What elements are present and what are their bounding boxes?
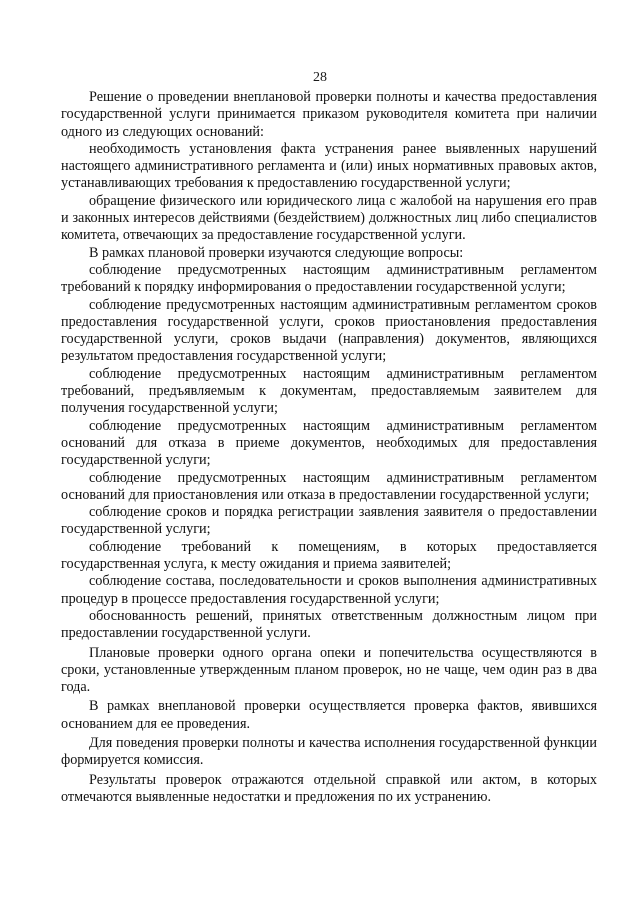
document-body [61, 89, 597, 806]
page-number: 28 [313, 70, 327, 85]
paragraph-question-premises: соблюдение требований к помещениям, в которых предоставляется государственная услуга, к месту ожидания и приема заявителей; [61, 538, 597, 573]
paragraph-question-informing: соблюдение предусмотренных настоящим административным регламентом требований к порядку информирования о предоставлении государственной услуги; [61, 261, 597, 296]
paragraph-scheduled-inspection-questions: В рамках плановой проверки изучаются следующие вопросы: [89, 244, 464, 261]
paragraph-question-procedures: соблюдение состава, последовательности и сроков выполнения административных процедур в процессе предоставления государственной услуги; [61, 573, 597, 607]
paragraph-unscheduled-inspection-decision: Решение о проведении внеплановой проверки полноты и качества предоставления государственной услуги принимается приказом руководителя комитета при наличии одного из следующих оснований: [61, 89, 597, 140]
paragraph-inspection-results: Результаты проверок отражаются отдельной справкой или актом, в которых отмечаются выявленные недостатки и предложения по их устранению. [61, 771, 597, 805]
paragraph-ground-violation-elimination: необходимость установления факта устранения ранее выявленных нарушений настоящего административного регламента и (или) иных нормативных правовых актов, устанавливающих требования к предоставлению государственной услуги; [61, 140, 597, 192]
paragraph-ground-complaint: обращение физического или юридического лица с жалобой на нарушения его прав и законных интересов действиями (бездействием) должностных лиц либо специалистов комитета, отвечающих за предоставление государственной услуги. [61, 192, 597, 244]
paragraph-scheduled-inspection-frequency: Плановые проверки одного органа опеки и попечительства осуществляются в сроки, установленные утвержденным планом проверок, но не чаще, чем один раз в два года. [61, 644, 597, 696]
paragraph-question-refusal-grounds: соблюдение предусмотренных настоящим административным регламентом оснований для отказа в приеме документов, необходимых для предоставления государственной услуги; [61, 417, 597, 469]
paragraph-question-decision-validity: обоснованность решений, принятых ответственным должностным лицом при предоставлении государственной услуги. [61, 607, 597, 642]
paragraph-unscheduled-inspection-scope: В рамках внеплановой проверки осуществляется проверка фактов, явившихся основанием для ее проведения. [61, 698, 597, 732]
paragraph-commission: Для поведения проверки полноты и качества исполнения государственной функции формируется комиссия. [61, 734, 597, 769]
paragraph-question-document-requirements: соблюдение предусмотренных настоящим административным регламентом требований, предъявляемым к документам, предоставляемым заявителем для получения государственной услуги; [61, 365, 597, 417]
paragraph-question-registration: соблюдение сроков и порядка регистрации заявления заявителя о предоставлении государственной услуги; [61, 504, 597, 538]
paragraph-question-deadlines: соблюдение предусмотренных настоящим административным регламентом сроков предоставления государственной услуги, сроков приостановления предоставления государственной услуги, сроков выдачи (направления) документов, являющихся результатом предоставления государственной услуги; [61, 296, 597, 365]
paragraph-question-suspension-grounds: соблюдение предусмотренных настоящим административным регламентом оснований для приостановления или отказа в предоставлении государственной услуги; [61, 469, 597, 503]
